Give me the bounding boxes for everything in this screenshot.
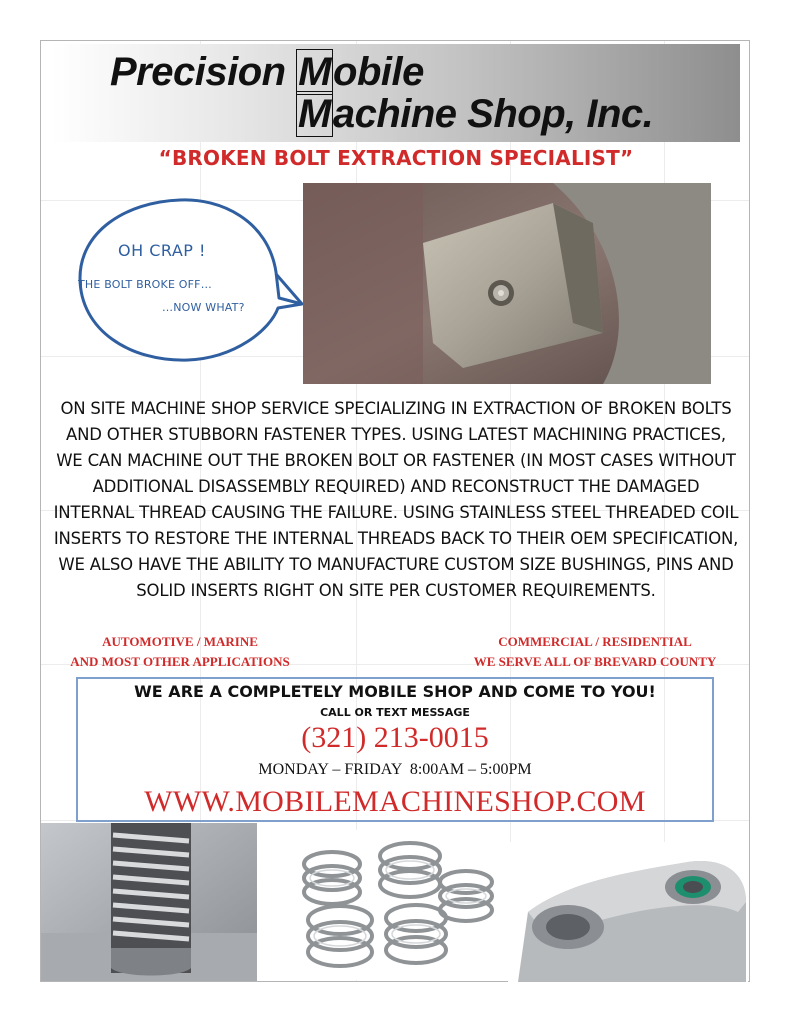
services-left-line2: AND MOST OTHER APPLICATIONS xyxy=(70,654,290,669)
company-title-line1 xyxy=(110,50,424,94)
services-left xyxy=(50,632,310,672)
bubble-line3: …NOW WHAT? xyxy=(162,301,245,314)
company-title-line2 xyxy=(296,92,653,136)
broken-bolt-photo xyxy=(303,183,711,384)
phone-number[interactable]: (321) 213-0015 xyxy=(301,721,489,754)
service-description: ON SITE MACHINE SHOP SERVICE SPECIALIZING IN EXTRACTION OF BROKEN BOLTS AND OTHER STUBBORN FASTENER TYPES. USING LATEST MACHINING PRACTICES, WE CAN MACHINE OUT THE BROKEN BOLT OR FASTENER (IN MOST CASES WITHOUT ADDITIONAL DISASSEMBLY REQUIRED) AND RECONSTRUCT THE DAMAGED INTERNAL THREAD CAUSING THE FAILURE. USING STAINLESS STEEL THREADED COIL INSERTS TO RESTORE THE INTERNAL THREADS BACK TO THEIR OEM SPECIFICATION, WE ALSO HAVE THE ABILITY TO MANUFACTURE CUSTOM SIZE BUSHINGS, PINS AND SOLID INSERTS RIGHT ON SITE PER CUSTOMER REQUIREMENTS. xyxy=(53,399,739,600)
repaired-thread-part-photo xyxy=(508,842,748,982)
services-right xyxy=(454,632,736,672)
contact-headline: WE ARE A COMPLETELY MOBILE SHOP AND COME TO YOU! xyxy=(134,682,656,701)
tagline: “BROKEN BOLT EXTRACTION SPECIALIST” xyxy=(158,146,634,170)
title-part: obile xyxy=(333,50,424,94)
title-boxed-letter: M xyxy=(298,92,331,136)
services-right-line2: WE SERVE ALL OF BREVARD COUNTY xyxy=(473,654,717,669)
contact-box xyxy=(76,677,714,822)
thread-insert-cutaway-photo xyxy=(41,823,257,981)
title-boxed-letter: M xyxy=(298,50,332,94)
coil-inserts-photo xyxy=(270,830,500,980)
title-part: Precision xyxy=(110,50,297,94)
bubble-line1: OH CRAP ! xyxy=(118,241,206,260)
title-part: achine Shop, Inc. xyxy=(332,92,654,136)
website-link[interactable]: WWW.MOBILEMACHINESHOP.COM xyxy=(144,785,646,818)
services-left-line1: AUTOMOTIVE / MARINE xyxy=(102,634,258,649)
business-hours: MONDAY – FRIDAY 8:00AM – 5:00PM xyxy=(258,761,532,778)
call-label: CALL OR TEXT MESSAGE xyxy=(320,706,470,719)
bubble-line2: THE BOLT BROKE OFF… xyxy=(78,278,212,291)
services-right-line1: COMMERCIAL / RESIDENTIAL xyxy=(498,634,692,649)
